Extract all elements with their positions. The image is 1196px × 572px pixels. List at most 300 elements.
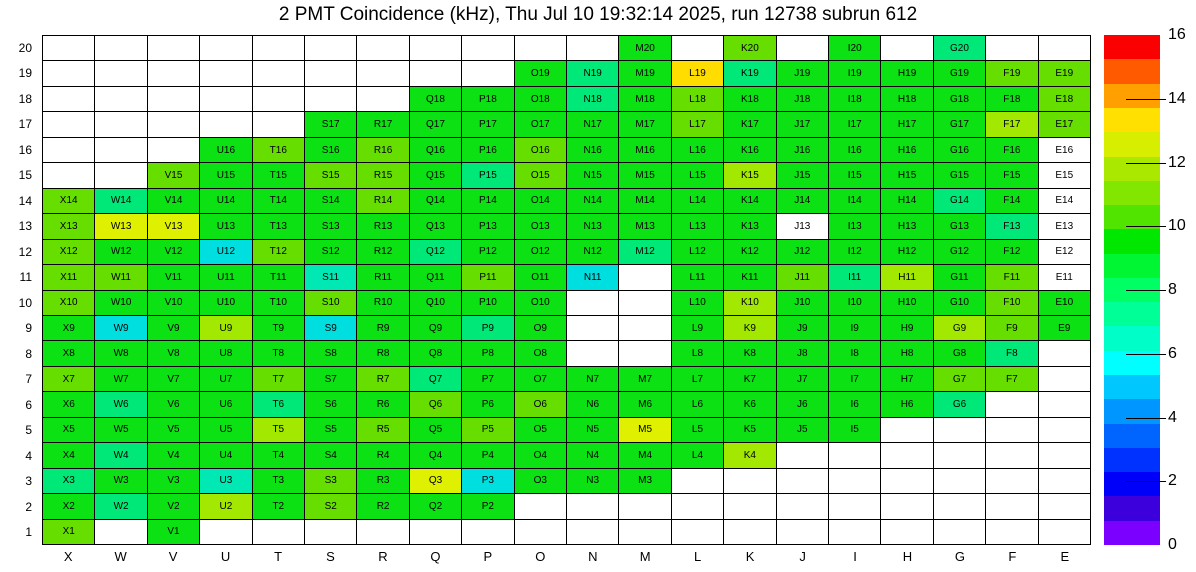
grid-cell	[724, 443, 776, 468]
colorbar-segment	[1104, 375, 1160, 399]
grid-cell-empty	[672, 469, 724, 494]
grid-cell-label: P14	[478, 195, 497, 207]
grid-cell	[777, 418, 829, 443]
grid-cell	[829, 341, 881, 366]
grid-cell	[43, 265, 95, 290]
grid-cell-label: N4	[586, 449, 600, 461]
grid-cell	[515, 240, 567, 265]
grid-cell	[410, 87, 462, 112]
colorbar-segment	[1104, 84, 1160, 108]
grid-cell	[724, 316, 776, 341]
grid-cell-label: R8	[376, 348, 390, 360]
grid-cell-label: E13	[1055, 220, 1074, 232]
grid-cell	[305, 112, 357, 137]
grid-cell-empty	[305, 36, 357, 61]
grid-cell-label: U15	[216, 169, 236, 181]
y-axis-tick-label: 1	[25, 525, 32, 540]
grid-cell-label: X14	[59, 195, 78, 207]
grid-cell-label: I10	[847, 297, 862, 309]
grid-cell-empty	[410, 36, 462, 61]
grid-cell	[934, 112, 986, 137]
grid-cell-empty	[1039, 367, 1091, 392]
grid-cell-label: W7	[113, 373, 129, 385]
y-axis-tick-label: 9	[25, 321, 32, 336]
grid-cell-label: W4	[113, 449, 129, 461]
grid-cell	[986, 341, 1038, 366]
grid-cell	[95, 316, 147, 341]
grid-cell-label: E17	[1055, 119, 1074, 131]
grid-cell-empty	[934, 469, 986, 494]
grid-cell	[305, 189, 357, 214]
grid-cell-label: J7	[797, 373, 808, 385]
grid-cell	[567, 87, 619, 112]
grid-cell-label: G11	[950, 271, 969, 283]
grid-cell-label: V7	[167, 373, 180, 385]
grid-cell	[619, 392, 671, 417]
grid-cell-empty	[410, 61, 462, 86]
grid-cell-label: K15	[740, 169, 759, 181]
grid-cell	[43, 418, 95, 443]
grid-cell	[619, 469, 671, 494]
grid-cell-label: P3	[481, 475, 494, 487]
grid-cell-label: G7	[952, 373, 967, 385]
grid-cell	[357, 392, 409, 417]
grid-cell	[724, 341, 776, 366]
grid-cell-empty	[934, 443, 986, 468]
grid-cell-empty	[200, 61, 252, 86]
grid-cell-label: G18	[950, 93, 969, 105]
grid-cell-label: G8	[952, 348, 967, 360]
grid-cell	[934, 138, 986, 163]
grid-cell	[305, 291, 357, 316]
grid-cell-label: V14	[164, 195, 183, 207]
grid-cell	[619, 214, 671, 239]
grid-cell-empty	[43, 87, 95, 112]
grid-cell	[829, 189, 881, 214]
grid-cell	[672, 443, 724, 468]
grid-cell-label: T5	[272, 424, 285, 436]
grid-cell-label: S10	[321, 297, 340, 309]
grid-cell	[672, 163, 724, 188]
grid-cell	[357, 443, 409, 468]
grid-cell	[567, 367, 619, 392]
grid-cell-label: I20	[847, 42, 862, 54]
colorbar-segment	[1104, 132, 1160, 156]
grid-cell-empty	[619, 341, 671, 366]
grid-cell-label: I14	[847, 195, 862, 207]
grid-cell-label: V10	[164, 297, 183, 309]
grid-cell-label: P2	[481, 500, 494, 512]
grid-cell-label: H18	[897, 93, 917, 105]
grid-cell-label: M20	[635, 42, 655, 54]
grid-cell-label: N13	[583, 220, 602, 232]
grid-cell-empty	[724, 494, 776, 519]
grid-cell-label: U14	[216, 195, 236, 207]
grid-cell-label: X6	[62, 399, 75, 411]
grid-cell-label: L5	[691, 424, 704, 436]
colorbar-tick-label: 2	[1168, 472, 1177, 490]
grid-cell	[253, 316, 305, 341]
grid-cell-label: R2	[376, 500, 390, 512]
y-axis-tick-label: 14	[18, 193, 32, 208]
grid-cell	[934, 240, 986, 265]
x-axis-tick-label: H	[902, 549, 913, 564]
grid-cell	[829, 36, 881, 61]
colorbar-segment	[1104, 326, 1160, 350]
grid-cell-label: W5	[113, 424, 129, 436]
grid-cell	[410, 392, 462, 417]
grid-cell-empty	[934, 494, 986, 519]
grid-cell-label: T14	[269, 195, 287, 207]
x-axis-tick-label: P	[483, 549, 493, 564]
grid-cell-label: R7	[376, 373, 390, 385]
grid-cell-label: I9	[850, 322, 859, 334]
y-axis-tick-label: 6	[25, 397, 32, 412]
grid-cell-label: G15	[950, 169, 969, 181]
grid-cell-empty	[986, 418, 1038, 443]
grid-cell-label: J16	[794, 144, 811, 156]
grid-cell-label: E11	[1055, 271, 1073, 283]
grid-cell-label: N5	[586, 424, 600, 436]
grid-cell	[986, 112, 1038, 137]
grid-cell-label: O17	[530, 119, 550, 131]
grid-cell-label: T2	[272, 500, 285, 512]
grid-cell	[881, 392, 933, 417]
y-axis-tick-label: 4	[25, 448, 32, 463]
grid-cell	[1039, 163, 1091, 188]
grid-cell	[672, 240, 724, 265]
grid-cell	[881, 163, 933, 188]
grid-cell	[672, 418, 724, 443]
grid-cell-empty	[148, 87, 200, 112]
grid-cell-label: K12	[740, 246, 759, 258]
colorbar-tick-line	[1126, 226, 1166, 227]
grid-cell	[95, 443, 147, 468]
grid-cell	[986, 189, 1038, 214]
grid-cell-label: K4	[743, 449, 756, 461]
grid-cell	[462, 418, 514, 443]
grid-cell-label: V1	[167, 526, 180, 538]
x-axis-tick-label: L	[694, 549, 702, 564]
grid-cell-label: I17	[847, 119, 862, 131]
grid-cell-empty	[1039, 418, 1091, 443]
grid-cell	[410, 189, 462, 214]
grid-cell-label: G13	[950, 220, 969, 232]
grid-cell-label: S13	[321, 220, 340, 232]
grid-cell	[619, 36, 671, 61]
grid-cell	[1039, 214, 1091, 239]
grid-cell	[253, 469, 305, 494]
y-axis-tick-label: 2	[25, 499, 32, 514]
grid-cell	[515, 189, 567, 214]
grid-cell	[829, 138, 881, 163]
grid-cell-label: P4	[481, 449, 494, 461]
x-axis-tick-label: S	[326, 549, 335, 564]
grid-cell	[829, 418, 881, 443]
grid-cell	[357, 469, 409, 494]
grid-cell	[881, 112, 933, 137]
grid-cell	[462, 341, 514, 366]
grid-cell	[515, 367, 567, 392]
grid-cell-empty	[619, 265, 671, 290]
grid-cell-label: V13	[164, 220, 183, 232]
grid-cell-label: S9	[324, 322, 337, 334]
grid-cell-label: L13	[689, 220, 706, 232]
grid-cell-label: J19	[794, 68, 811, 80]
grid-cell-label: M4	[638, 449, 653, 461]
grid-cell	[148, 240, 200, 265]
grid-cell	[672, 392, 724, 417]
grid-cell-label: P9	[481, 322, 494, 334]
grid-cell	[43, 291, 95, 316]
grid-cell-label: O12	[530, 246, 550, 258]
grid-cell-label: S15	[321, 169, 340, 181]
grid-cell-empty	[986, 494, 1038, 519]
grid-cell-label: I18	[847, 93, 862, 105]
grid-cell	[148, 316, 200, 341]
grid-cell	[724, 418, 776, 443]
grid-cell	[148, 214, 200, 239]
grid-cell-empty	[777, 469, 829, 494]
grid-cell	[829, 316, 881, 341]
grid-cell-label: G6	[952, 399, 967, 411]
grid-cell	[148, 341, 200, 366]
grid-cell	[986, 87, 1038, 112]
grid-cell-label: I7	[850, 373, 859, 385]
grid-cell	[200, 316, 252, 341]
grid-cell-label: K7	[743, 373, 756, 385]
colorbar-tick-line	[1126, 481, 1166, 482]
grid-cell	[357, 316, 409, 341]
grid-cell	[95, 240, 147, 265]
grid-cell-label: G17	[950, 119, 969, 131]
grid-cell-label: E9	[1058, 322, 1071, 334]
grid-cell	[934, 61, 986, 86]
grid-cell-label: Q9	[428, 322, 443, 334]
grid-cell-empty	[777, 494, 829, 519]
grid-cell-label: N17	[583, 119, 602, 131]
grid-cell-label: V2	[167, 500, 180, 512]
grid-cell-label: H10	[897, 297, 917, 309]
grid-cell-label: S3	[324, 475, 337, 487]
colorbar-tick-label: 6	[1168, 344, 1177, 362]
grid-cell	[253, 240, 305, 265]
grid-cell-label: M12	[635, 246, 655, 258]
grid-cell-label: K11	[741, 271, 759, 283]
grid-cell	[724, 61, 776, 86]
colorbar-tick-label: 0	[1168, 536, 1177, 553]
grid-cell	[95, 494, 147, 519]
grid-cell-empty	[95, 112, 147, 137]
grid-cell-label: K10	[740, 297, 759, 309]
grid-cell	[200, 367, 252, 392]
grid-cell-empty	[1039, 341, 1091, 366]
grid-cell-empty	[305, 61, 357, 86]
grid-cell-label: O8	[533, 348, 547, 360]
grid-cell-label: S11	[322, 271, 340, 283]
grid-cell	[305, 392, 357, 417]
grid-cell-label: O7	[533, 373, 547, 385]
grid-cell-empty	[1039, 469, 1091, 494]
grid-cell-label: H11	[898, 271, 916, 283]
grid-cell-empty	[986, 36, 1038, 61]
grid-cell	[986, 163, 1038, 188]
grid-cell-empty	[95, 163, 147, 188]
grid-cell-label: U10	[216, 297, 236, 309]
grid-cell	[200, 138, 252, 163]
grid-cell	[777, 214, 829, 239]
grid-cell-label: J6	[797, 399, 808, 411]
grid-cell-label: X8	[62, 348, 75, 360]
colorbar-segment	[1104, 521, 1160, 545]
grid-cell	[305, 316, 357, 341]
grid-cell	[357, 240, 409, 265]
grid-cell	[567, 138, 619, 163]
grid-cell-label: T7	[272, 373, 285, 385]
grid-cell-empty	[43, 36, 95, 61]
grid-cell-label: X4	[62, 449, 75, 461]
grid-cell-label: X10	[59, 297, 78, 309]
grid-cell-label: O3	[533, 475, 547, 487]
grid-cell-label: S6	[324, 399, 337, 411]
grid-cell-label: Q7	[428, 373, 443, 385]
grid-cell	[462, 469, 514, 494]
grid-cell	[672, 112, 724, 137]
grid-cell	[462, 87, 514, 112]
grid-cell	[724, 189, 776, 214]
grid-cell	[672, 341, 724, 366]
grid-cell-label: U11	[217, 271, 235, 283]
grid-cell-label: J18	[794, 93, 811, 105]
grid-cell-label: N11	[583, 271, 602, 283]
grid-cell-label: N14	[583, 195, 602, 207]
plot-title: 2 PMT Coincidence (kHz), Thu Jul 10 19:32:14 2025, run 12738 subrun 612	[278, 4, 918, 25]
heatmap-grid	[42, 35, 1091, 545]
y-axis-tick-label: 17	[18, 117, 32, 132]
grid-cell	[567, 214, 619, 239]
grid-cell	[148, 443, 200, 468]
grid-cell-label: F12	[1003, 246, 1021, 258]
grid-cell	[934, 36, 986, 61]
x-axis-tick-label: Q	[430, 549, 441, 564]
grid-cell	[305, 469, 357, 494]
grid-cell-label: E19	[1055, 68, 1074, 80]
grid-cell-empty	[567, 291, 619, 316]
grid-cell	[672, 367, 724, 392]
x-axis-tick-label: E	[1060, 549, 1070, 564]
grid-cell	[200, 265, 252, 290]
grid-cell-label: O6	[533, 399, 547, 411]
grid-cell-label: Q13	[426, 220, 445, 232]
grid-cell-empty	[1039, 494, 1091, 519]
y-axis-tick-label: 13	[18, 219, 32, 234]
grid-cell	[357, 138, 409, 163]
grid-cell	[462, 138, 514, 163]
grid-cell	[672, 61, 724, 86]
grid-cell-label: R13	[373, 220, 393, 232]
grid-cell-empty	[986, 392, 1038, 417]
grid-cell	[515, 418, 567, 443]
grid-cell-label: F18	[1003, 93, 1021, 105]
grid-cell-label: H13	[897, 220, 917, 232]
grid-cell	[777, 112, 829, 137]
grid-cell	[148, 367, 200, 392]
grid-cell-label: Q12	[426, 246, 445, 258]
grid-cell-label: N3	[586, 475, 600, 487]
grid-cell-label: F13	[1003, 220, 1021, 232]
grid-cell	[515, 291, 567, 316]
grid-cell-label: X11	[60, 271, 78, 283]
grid-cell-label: G12	[950, 246, 969, 258]
grid-cell-label: F8	[1006, 348, 1018, 360]
grid-cell	[43, 214, 95, 239]
grid-cell-label: M18	[635, 93, 655, 105]
y-axis-tick-label: 10	[18, 295, 32, 310]
grid-cell-empty	[672, 494, 724, 519]
grid-cell	[148, 291, 200, 316]
grid-cell-label: H15	[897, 169, 917, 181]
y-axis-tick-label: 16	[18, 142, 32, 157]
grid-cell-label: I8	[850, 348, 859, 360]
grid-cell-label: M5	[638, 424, 653, 436]
grid-cell-label: O16	[530, 144, 550, 156]
grid-cell-label: I6	[850, 399, 859, 411]
grid-cell	[724, 87, 776, 112]
grid-cell	[619, 418, 671, 443]
grid-cell	[253, 367, 305, 392]
grid-cell-label: J17	[794, 119, 811, 131]
grid-cell	[253, 494, 305, 519]
grid-cell-label: M19	[635, 68, 655, 80]
grid-cell	[672, 87, 724, 112]
grid-cell-label: T6	[272, 399, 285, 411]
grid-cell-label: T8	[272, 348, 285, 360]
grid-cell-empty	[253, 36, 305, 61]
grid-cell-empty	[567, 520, 619, 545]
grid-cell-empty	[619, 520, 671, 545]
grid-cell	[462, 367, 514, 392]
grid-cell	[934, 87, 986, 112]
grid-cell	[619, 367, 671, 392]
grid-cell-label: R5	[376, 424, 390, 436]
grid-cell-empty	[777, 520, 829, 545]
grid-cell	[357, 163, 409, 188]
grid-cell-label: X2	[62, 500, 75, 512]
grid-cell	[462, 392, 514, 417]
grid-cell	[1039, 240, 1091, 265]
grid-cell-label: S5	[324, 424, 337, 436]
grid-cell-label: X12	[59, 246, 78, 258]
grid-cell	[1039, 291, 1091, 316]
x-axis-tick-label: V	[168, 549, 178, 564]
colorbar-tick-label: 14	[1168, 89, 1186, 107]
grid-cell	[881, 189, 933, 214]
grid-cell	[829, 291, 881, 316]
grid-cell-label: R17	[373, 119, 393, 131]
grid-cell-label: L18	[689, 93, 706, 105]
grid-cell-label: Q3	[428, 475, 443, 487]
grid-cell-label: H9	[900, 322, 914, 334]
grid-cell-empty	[305, 87, 357, 112]
grid-cell-label: K17	[740, 119, 759, 131]
grid-cell-empty	[881, 443, 933, 468]
grid-cell-empty	[829, 520, 881, 545]
grid-cell	[777, 291, 829, 316]
grid-cell-label: U8	[219, 348, 233, 360]
grid-cell-label: L6	[691, 399, 704, 411]
grid-cell	[43, 443, 95, 468]
grid-cell-empty	[43, 163, 95, 188]
